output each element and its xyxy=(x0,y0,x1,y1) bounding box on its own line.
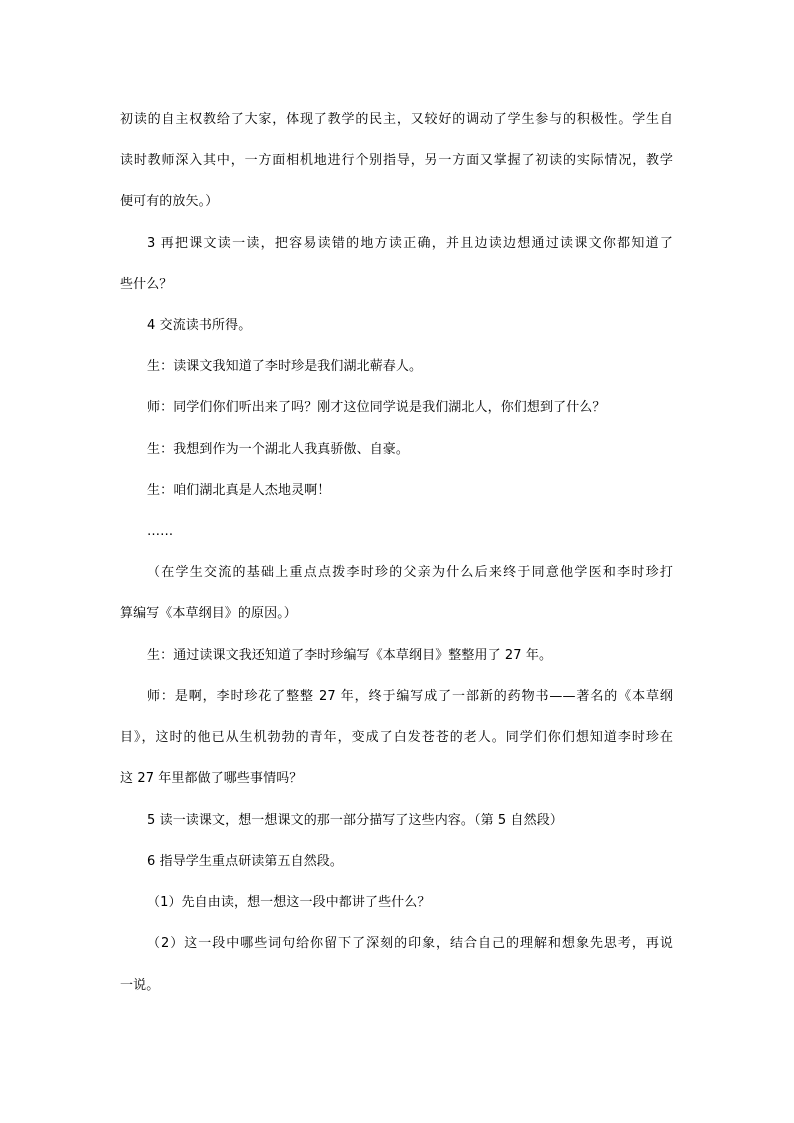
paragraph-line: 读时教师深入其中，一方面相机地进行个别指导，另一方面又掌握了初读的实际情况，教学 xyxy=(120,153,673,168)
substep-2-line: （2）这一段中哪些词句给你留下了深刻的印象，结合自己的理解和想象先思考，再说 xyxy=(147,936,673,951)
dialogue-line: 目》，这时的他已从生机勃勃的青年，变成了白发苍苍的老人。同学们你们想知道李时珍在 xyxy=(120,730,673,745)
ellipsis-line: …… xyxy=(147,524,174,539)
substep-1-line: （1）先自由读，想一想这一段中都讲了些什么？ xyxy=(147,895,431,910)
paragraph-line: 初读的自主权教给了大家，体现了教学的民主，又较好的调动了学生参与的积极性。学生自 xyxy=(120,112,673,127)
step-6-line: 6 指导学生重点研读第五自然段。 xyxy=(147,854,344,869)
dialogue-line: 生：咱们湖北真是人杰地灵啊！ xyxy=(147,483,331,498)
dialogue-line: 生：读课文我知道了李时珍是我们湖北蕲春人。 xyxy=(147,359,423,374)
dialogue-line: 师：同学们你们听出来了吗？刚才这位同学说是我们湖北人，你们想到了什么？ xyxy=(147,400,606,415)
dialogue-line: 这 27 年里都做了哪些事情吗？ xyxy=(120,771,303,786)
paragraph-line: 便可有的放矢。） xyxy=(120,194,219,209)
note-line: 算编写《本草纲目》的原因。） xyxy=(120,606,297,621)
paragraph-line: 些什么？ xyxy=(120,277,173,292)
dialogue-line: 生：通过读课文我还知道了李时珍编写《本草纲目》整整用了 27 年。 xyxy=(147,648,553,663)
dialogue-line: 师：是啊，李时珍花了整整 27 年，终于编写成了一部新的药物书——著名的《本草纲 xyxy=(147,689,673,704)
step-3-line: 3 再把课文读一读，把容易读错的地方读正确，并且边读边想通过读课文你都知道了 xyxy=(147,236,673,251)
dialogue-line: 生：我想到作为一个湖北人我真骄傲、自豪。 xyxy=(147,442,410,457)
step-4-line: 4 交流读书所得。 xyxy=(147,318,252,333)
paragraph-line: 一说。 xyxy=(120,978,160,993)
step-5-line: 5 读一读课文，想一想课文的那一部分描写了这些内容。（第 5 自然段） xyxy=(147,813,563,828)
note-line: （在学生交流的基础上重点点拨李时珍的父亲为什么后来终于同意他学医和李时珍打 xyxy=(147,565,673,580)
